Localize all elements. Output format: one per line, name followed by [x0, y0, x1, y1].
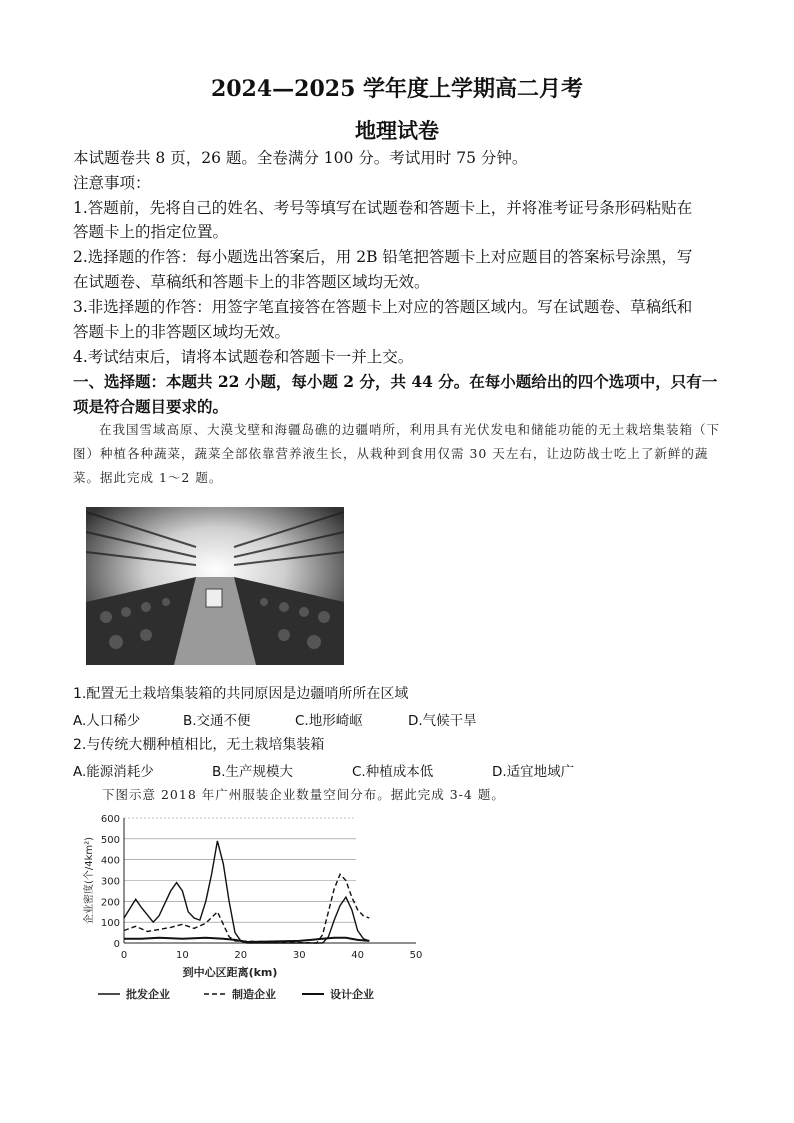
passage-2: 下图示意 2018 年广州服装企业数量空间分布。据此完成 3-4 题。: [102, 787, 505, 802]
notice-item-1a: 1.答题前，先将自己的姓名、考号等填写在试题卷和答题卡上，并将准考证号条形码粘贴在: [73, 199, 693, 217]
question-1-stem: 1.配置无土栽培集装箱的共同原因是边疆哨所所在区域: [73, 686, 409, 702]
q1-option-d: D.气候干旱: [408, 713, 477, 729]
notice-item-3b: 答题卡上的非答题区域均无效。: [73, 323, 291, 341]
exam-subtitle: 地理试卷: [355, 118, 439, 143]
passage-1: 在我国雪域高原、大漠戈壁和海疆岛礁的边疆哨所，利用具有光伏发电和储能功能的无土栽培集装箱（下图）种植各种蔬菜，蔬菜全部依靠营养液生长，从栽种到食用仅需 30 天左右，让边防战士吃上了新鲜的蔬菜。据此完成 1～2 题。: [73, 422, 721, 485]
q2-option-a: A.能源消耗少: [73, 764, 154, 780]
y-tick-label: 0: [113, 939, 120, 950]
notice-item-2a: 2.选择题的作答：每小题选出答案后，用 2B 铅笔把答题卡上对应题目的答案标号涂黑，写: [73, 248, 693, 266]
y-tick-label: 600: [100, 814, 120, 825]
x-tick-label: 50: [409, 950, 423, 961]
x-tick-label: 40: [351, 950, 364, 961]
q2-option-d: D.适宜地域广: [492, 764, 575, 780]
legend-label-1: 批发企业: [126, 988, 170, 1001]
q1-option-c: C.地形崎岖: [295, 713, 363, 729]
x-tick-label: 30: [292, 950, 306, 961]
legend-label-2: 制造企业: [232, 988, 276, 1001]
y-tick-label: 300: [100, 876, 120, 888]
notice-item-4: 4.考试结束后，请将本试题卷和答题卡一并上交。: [73, 348, 414, 366]
y-tick-label: 400: [100, 855, 120, 867]
notice-item-1b: 答题卡上的指定位置。: [73, 223, 229, 241]
q1-option-b: B.交通不便: [183, 713, 251, 729]
series-line-1: [124, 841, 369, 943]
y-axis-label: 企业密度(个/4km²): [84, 836, 95, 925]
x-tick-label: 20: [234, 950, 248, 961]
series-line-3: [124, 938, 369, 942]
notice-title: 注意事项：: [73, 174, 151, 192]
notice-item-3a: 3.非选择题的作答：用签字笔直接答在答题卡上对应的答题区域内。写在试题卷、草稿纸和: [73, 298, 693, 316]
section-heading-1: 一、选择题：本题共 22 小题，每小题 2 分，共 44 分。在每小题给出的四个选项中，只有一: [73, 372, 718, 391]
y-tick-label: 200: [100, 897, 120, 909]
x-axis-label: 到中心区距离(km): [182, 966, 278, 979]
q2-option-b: B.生产规模大: [212, 764, 294, 780]
y-tick-label: 500: [100, 834, 120, 846]
x-tick-label: 0: [120, 950, 128, 961]
container-farm-photo: [86, 507, 344, 665]
legend-label-3: 设计企业: [330, 988, 374, 1001]
series-line-2: [124, 874, 369, 943]
question-2-stem: 2.与传统大棚种植相比，无土栽培集装箱: [73, 737, 325, 753]
q2-option-c: C.种植成本低: [352, 764, 434, 780]
x-tick-label: 10: [176, 950, 189, 961]
notice-item-2b: 在试题卷、草稿纸和答题卡上的非答题区域均无效。: [73, 273, 430, 291]
exam-title: 2024—2025 学年度上学期高二月考: [210, 76, 584, 102]
exam-summary: 本试题卷共 8 页，26 题。全卷满分 100 分。考试用时 75 分钟。: [73, 149, 528, 167]
section-heading-2: 项是符合题目要求的。: [73, 397, 229, 416]
y-tick-label: 100: [100, 918, 120, 930]
q1-option-a: A.人口稀少: [73, 713, 141, 729]
enterprise-density-chart: [76, 808, 436, 1013]
